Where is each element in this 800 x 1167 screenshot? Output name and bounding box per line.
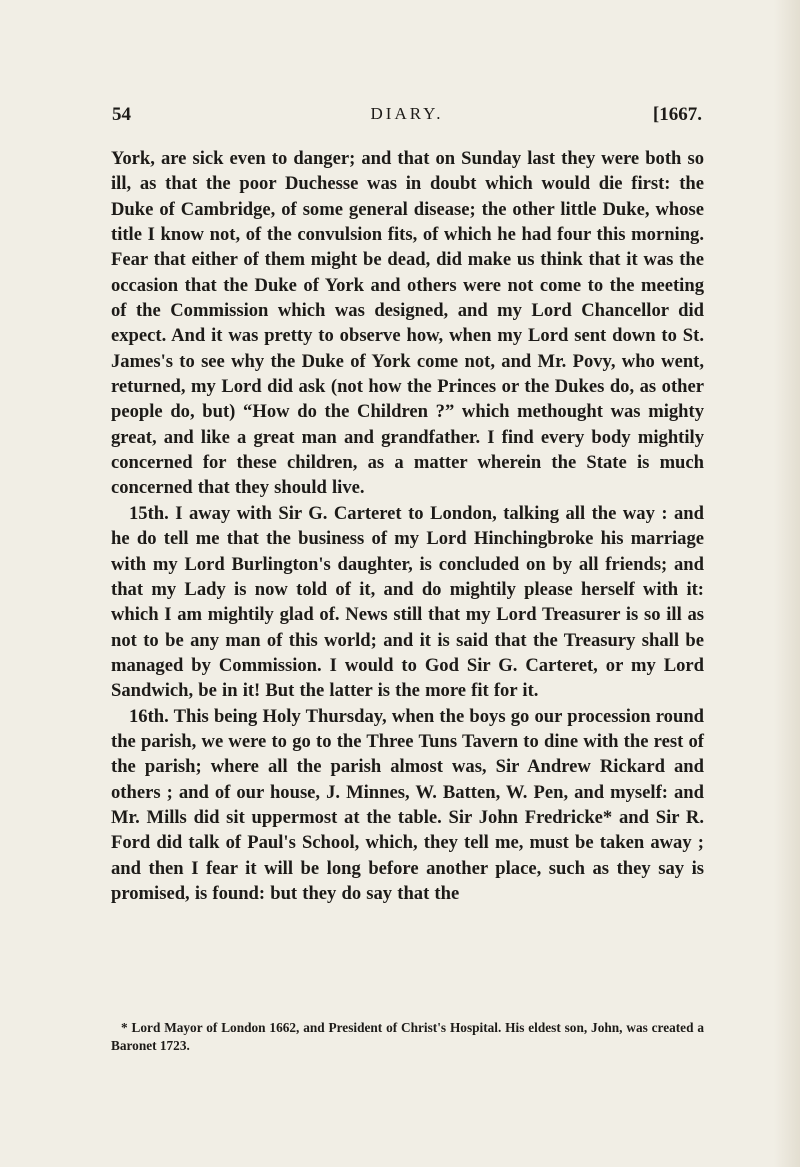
diary-entry-16th: 16th. This being Holy Thursday, when the boys go our procession round the parish, we were to go to the Three Tuns Tavern to dine with the rest of the parish; where all the parish almost was, Sir Andrew Rickard and others ; and of our house, J. Minnes, W. Batten, W. Pen, and myself: and Mr. Mills did sit uppermost at the table. Sir John Fredricke* and Sir R. Ford did talk of Paul's School, which, they tell me, must be taken away ; and then I fear it will be long before another place, such as they say is promised, is found: but they do say that the <box>111 705 704 904</box>
body-text <box>111 146 704 906</box>
page-header <box>112 104 702 130</box>
page-edge-shadow <box>774 0 800 1167</box>
header-year: [1667. <box>652 104 702 125</box>
diary-entry-15th: 15th. I away with Sir G. Carteret to London, talking all the way : and he do tell me that the business of my Lord Hinchingbroke his marriage with my Lord Burlington's daughter, is concluded on by all friends; and that my Lady is now told of it, and do mightily please herself with it: which I am mightily glad of. News still that my Lord Treasurer is so ill as not to be any man of this world; and it is said that the Treasury shall be managed by Commission. I would to God Sir G. Carteret, or my Lord Sandwich, be in it! But the latter is the more fit for it. <box>111 502 704 702</box>
footnote: * Lord Mayor of London 1662, and President of Christ's Hospital. His eldest son, John, was created a Baronet 1723. <box>111 1020 704 1053</box>
running-head: DIARY. <box>370 104 444 123</box>
paragraph-continued: York, are sick even to danger; and that on Sunday last they were both so ill, as that the poor Duchesse was in doubt which would die first: the Duke of Cambridge, of some general disease; the other little Duke, whose title I know not, of the convulsion fits, of which he had four this morning. Fear that either of them might be dead, did make us think that it was the occasion that the Duke of York and others were not come to the meeting of the Commission which was designed, and my Lord Chancellor did expect. And it was pretty to observe how, when my Lord sent down to St. James's to see why the Duke of York come not, and Mr. Povy, who went, returned, my Lord did ask (not how the Princes or the Dukes do, as other people do, but) “How do the Children ?” which methought was mighty great, and like a great man and grandfather. I find every body mightily concerned for these children, as a matter wherein the State is much concerned that they should live. <box>111 148 704 499</box>
page-number: 54 <box>112 104 131 125</box>
